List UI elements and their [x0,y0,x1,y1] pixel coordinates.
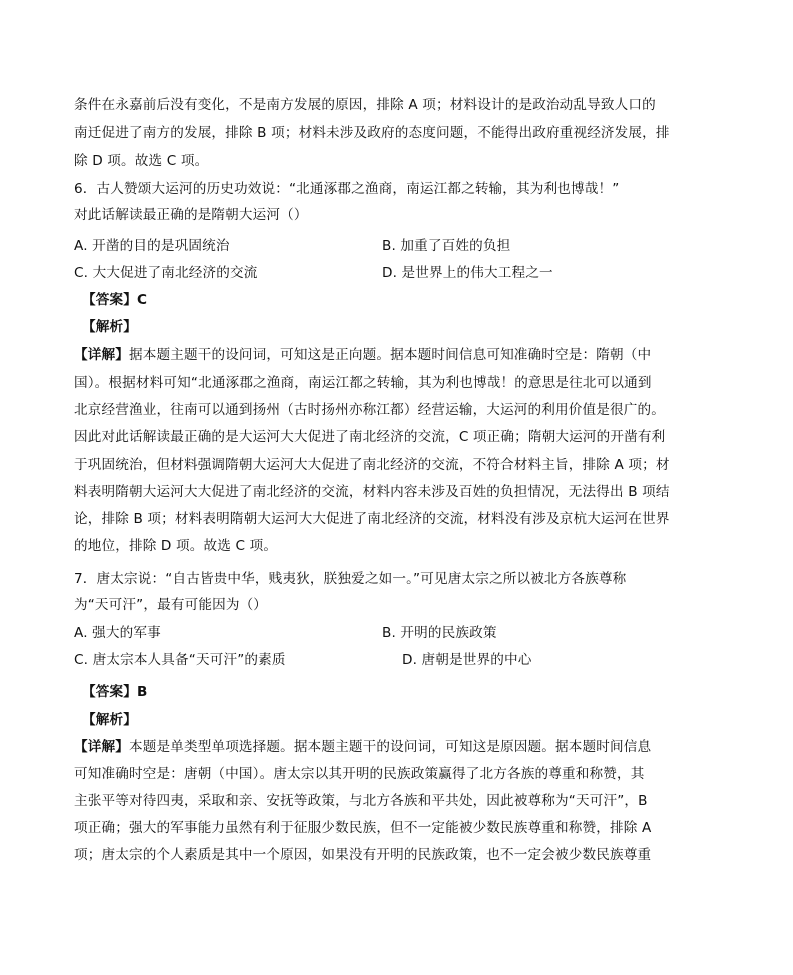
intro-line-3: 除 D 项。故选 C 项。 [74,153,209,169]
q7-detail-line-2: 可知准确时空是：唐朝（中国）。唐太宗以其开明的民族政策赢得了北方各族的尊重和称赞，其 [74,766,645,782]
q7-detail-line-5: 项；唐太宗的个人素质是其中一个原因，如果没有开明的民族政策，也不一定会被少数民族尊重 [74,847,652,863]
q7-option-a: A. 强大的军事 [74,625,161,641]
q6-detail-line-6: 料表明隋朝大运河大大促进了南北经济的交流，材料内容未涉及百姓的负担情况，无法得出 B 项结 [74,484,670,500]
q6-option-a: A. 开凿的目的是巩固统治 [74,238,230,254]
q6-answer-label: 【答案】 [82,292,137,308]
q7-analysis-label: 【解析】 [82,712,137,728]
q6-detail-line-1 [74,346,651,364]
q7-stem-line-2: 为“天可汗”，最有可能因为（） [74,597,268,613]
q6-detail-text-1: 据本题主题干的设问词，可知这是正向题。据本题时间信息可知准确时空是：隋朝（中 [128,347,652,363]
q7-detail-line-4: 项正确；强大的军事能力虽然有利于征服少数民族，但不一定能被少数民族尊重和称赞，排除 A [74,820,652,836]
q6-option-d: D. 是世界上的伟大工程之一 [382,265,553,281]
q7-option-b: B. 开明的民族政策 [382,625,497,641]
q6-detail-line-4: 因此对此话解读最正确的是大运河大大促进了南北经济的交流，C 项正确；隋朝大运河的开凿有利 [74,429,666,445]
q6-detail-line-8: 的地位，排除 D 项。故选 C 项。 [74,538,278,554]
q6-detail-label: 【详解】 [74,347,129,363]
q7-stem-line-1: 7．唐太宗说：“自古皆贵中华，贱夷狄，朕独爱之如一。”可见唐太宗之所以被北方各族尊称 [74,571,627,587]
q6-option-b: B. 加重了百姓的负担 [382,238,511,254]
q6-analysis-label: 【解析】 [82,319,137,335]
q6-stem-line-2: 对此话解读最正确的是隋朝大运河（） [74,207,308,223]
q6-option-c: C. 大大促进了南北经济的交流 [74,265,258,281]
q7-answer [82,683,148,701]
q7-detail-line-1 [74,738,651,756]
q7-detail-line-3: 主张平等对待四夷，采取和亲、安抚等政策，与北方各族和平共处，因此被尊称为“天可汗”，B [74,793,648,809]
q7-option-c: C. 唐太宗本人具备“天可汗”的素质 [74,652,286,668]
q6-detail-line-2: 国）。根据材料可知“北通涿郡之渔商，南运江都之转输，其为利也博哉！的意思是往北可以通到 [74,375,652,391]
q6-answer [82,291,147,309]
q6-stem-line-1: 6．古人赞颂大运河的历史功效说：“北通涿郡之渔商，南运江都之转输，其为利也博哉！” [74,181,620,197]
q7-answer-label: 【答案】 [82,684,137,700]
q6-detail-line-3: 北京经营渔业，往南可以通到扬州（古时扬州亦称江都）经营运输，大运河的利用价值是很广的。 [74,402,665,418]
intro-line-2: 南迁促进了南方的发展，排除 B 项；材料未涉及政府的态度问题，不能得出政府重视经济发展，排 [74,125,670,141]
q7-answer-value: B [136,684,148,700]
q7-detail-text-1: 本题是单类型单项选择题。据本题主题干的设问词，可知这是原因题。据本题时间信息 [128,739,652,755]
intro-line-1: 条件在永嘉前后没有变化，不是南方发展的原因，排除 A 项；材料设计的是政治动乱导致人口的 [74,97,656,113]
q6-detail-line-7: 论，排除 B 项；材料表明隋朝大运河大大促进了南北经济的交流，材料没有涉及京杭大运河在世界 [74,511,670,527]
q7-option-d: D. 唐朝是世界的中心 [402,652,532,668]
q7-detail-label: 【详解】 [74,739,129,755]
q6-detail-line-5: 于巩固统治，但材料强调隋朝大运河大大促进了南北经济的交流，不符合材料主旨，排除 A 项；材 [74,457,670,473]
q6-answer-value: C [136,292,148,308]
